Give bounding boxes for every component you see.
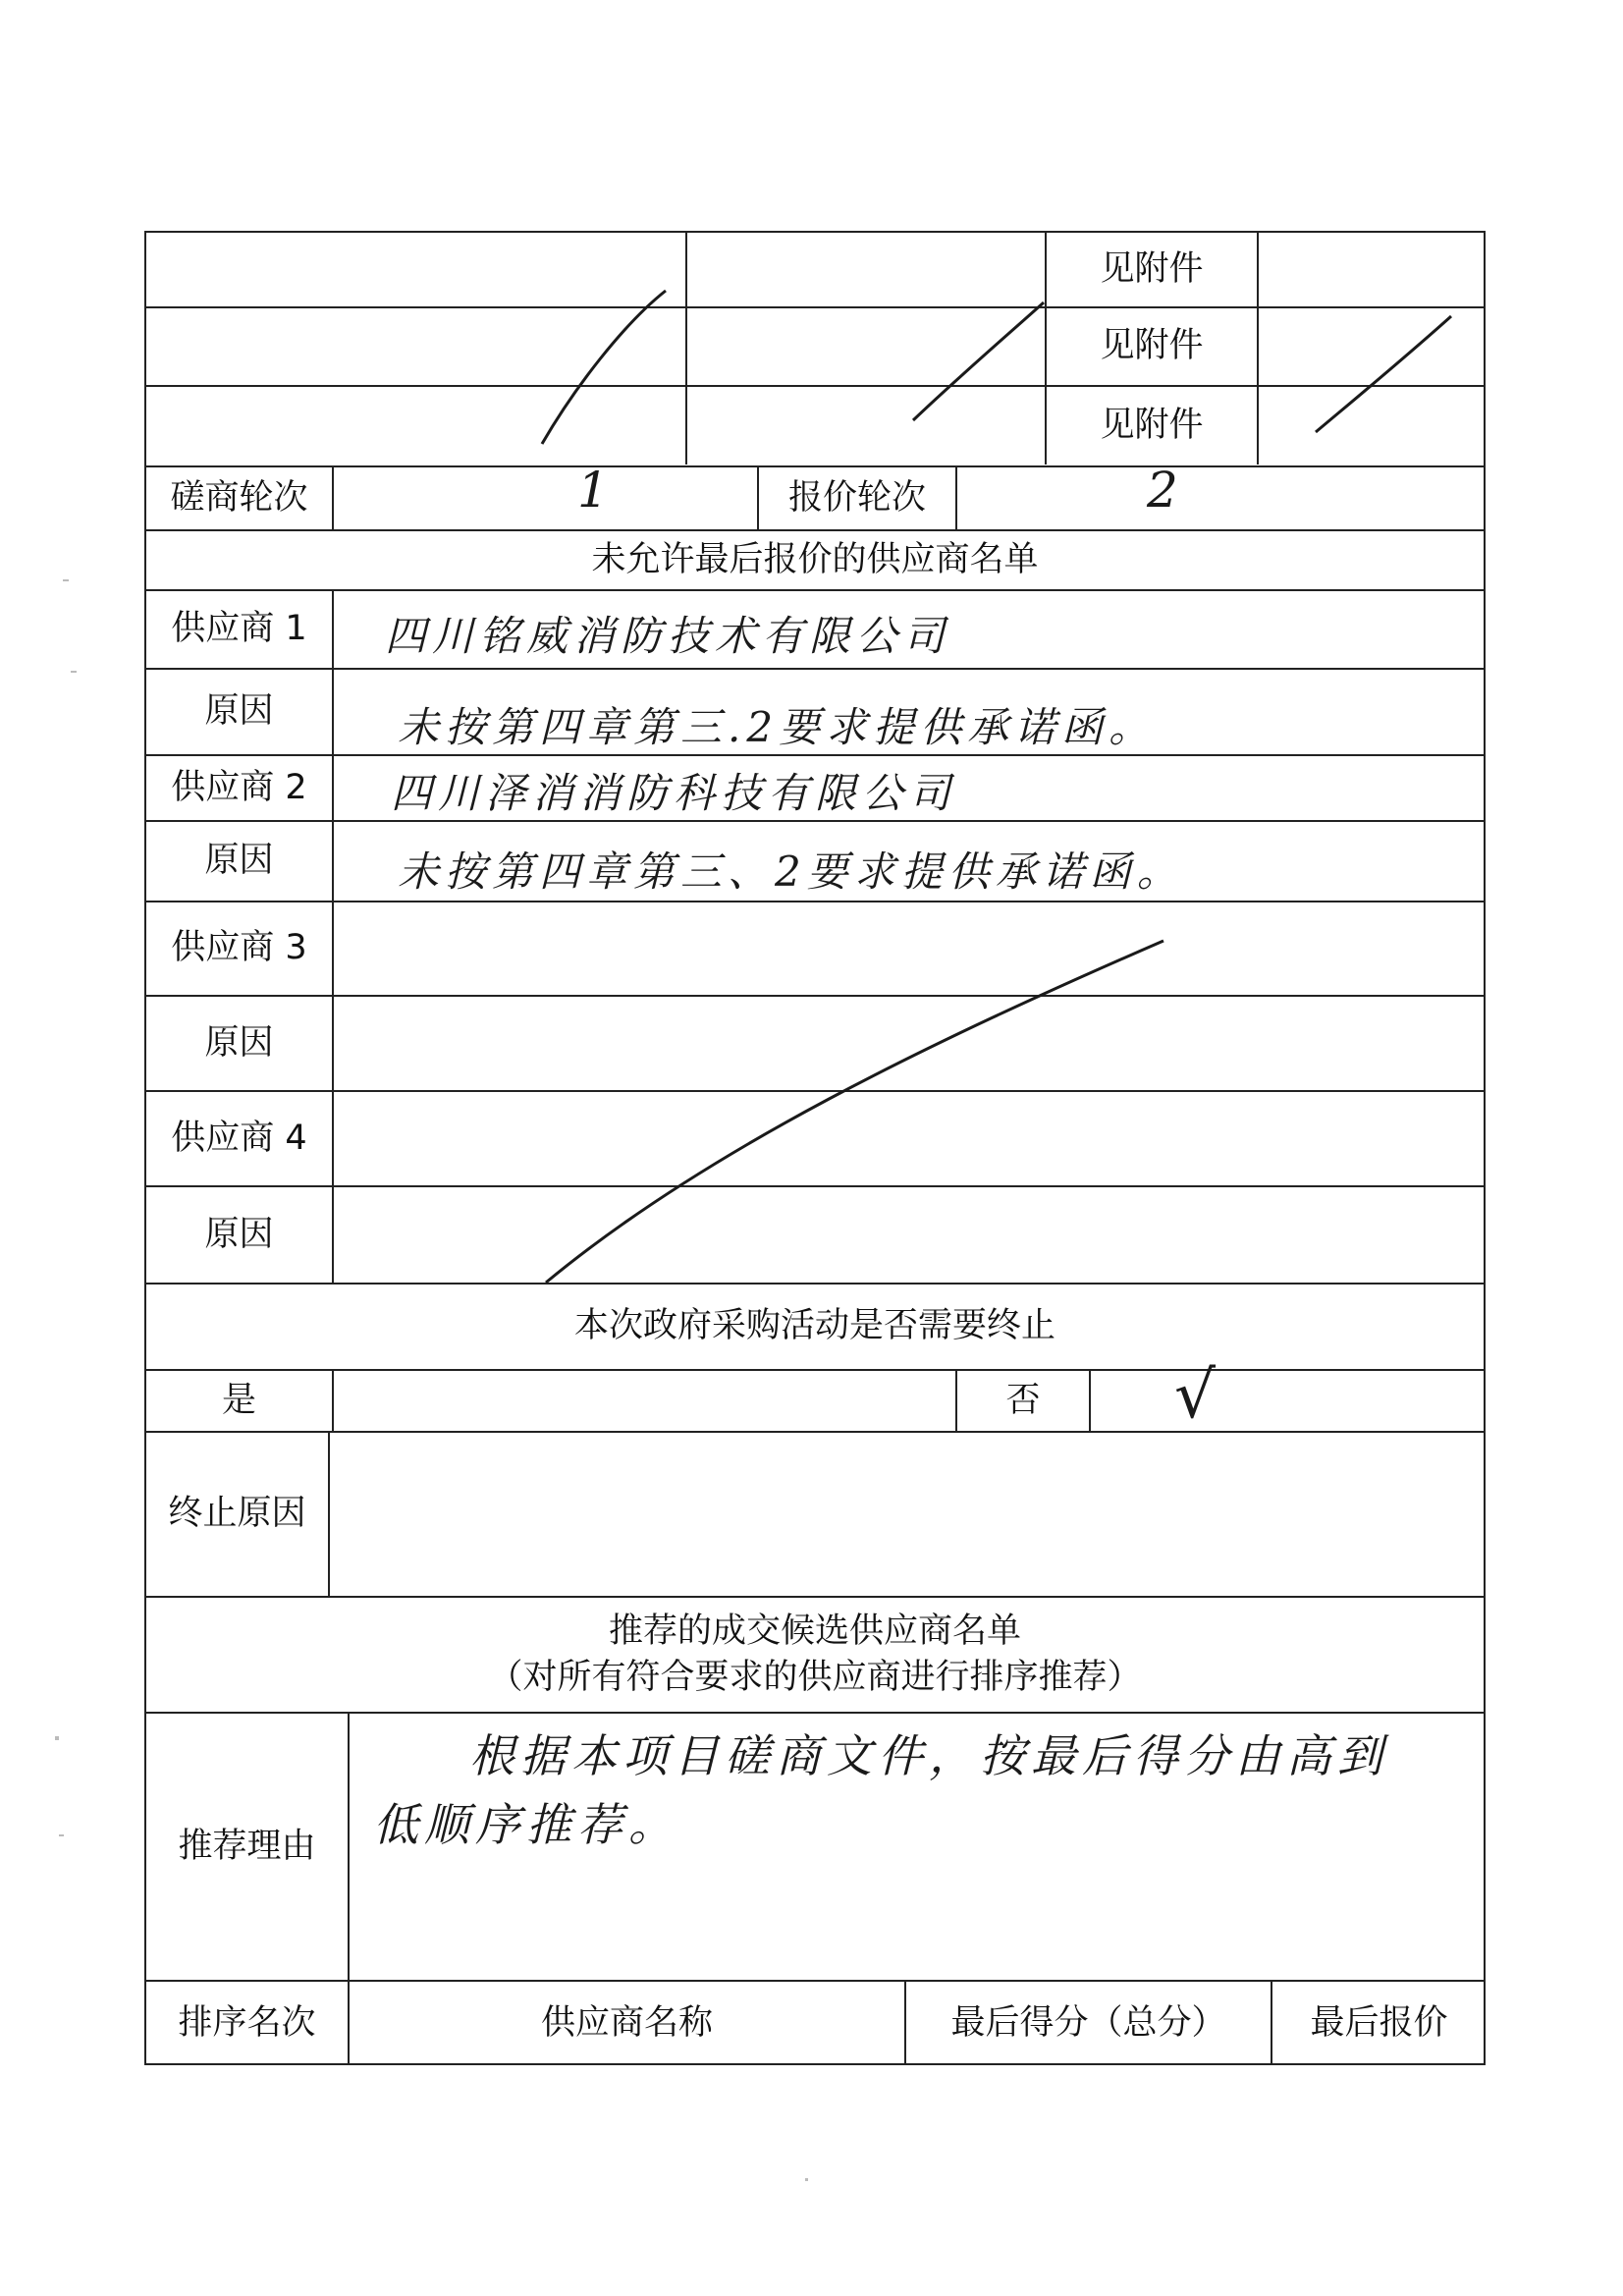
recommend-reason-line1: 根据本项目磋商文件，按最后得分由高到 <box>469 1729 1388 1782</box>
supplier-label: 供应商 4 <box>171 1118 307 1158</box>
scan-speck <box>59 1834 64 1836</box>
column-header-supplier-name: 供应商名称 <box>540 2002 713 2043</box>
recommend-header-line2: （对所有符合要求的供应商进行排序推荐） <box>488 1658 1142 1697</box>
reason-label: 原因 <box>204 1214 274 1254</box>
supplier-label: 供应商 1 <box>171 609 307 649</box>
supplier-label: 供应商 3 <box>171 928 307 968</box>
reason-label: 原因 <box>204 841 274 881</box>
termination-reason-label: 终止原因 <box>168 1494 306 1534</box>
supplier-label: 供应商 2 <box>171 767 307 807</box>
scan-speck <box>55 1736 59 1740</box>
negotiation-round-value: 1 <box>577 462 615 519</box>
reason-label: 原因 <box>204 1022 274 1063</box>
termination-yes-label: 是 <box>221 1380 256 1420</box>
scan-speck <box>805 2178 808 2181</box>
attachment-label: 见附件 <box>1100 406 1204 446</box>
quote-round-value: 2 <box>1147 462 1184 519</box>
no-checkmark: √ <box>1174 1357 1222 1433</box>
supplier-name: 四川铭威消防技术有限公司 <box>385 612 951 660</box>
recommend-reason-line2: 低顺序推荐。 <box>373 1798 679 1851</box>
column-header-final-score: 最后得分（总分） <box>950 2002 1226 2043</box>
attachment-label: 见附件 <box>1100 248 1204 289</box>
recommend-reason-label: 推荐理由 <box>178 1826 316 1866</box>
termination-header: 本次政府采购活动是否需要终止 <box>573 1306 1055 1346</box>
column-header-rank: 排序名次 <box>178 2002 316 2043</box>
termination-no-label: 否 <box>1005 1380 1041 1420</box>
strike-slash <box>913 302 1044 420</box>
column-header-final-quote: 最后报价 <box>1310 2002 1448 2043</box>
disallowed-header: 未允许最后报价的供应商名单 <box>591 539 1039 579</box>
scan-speck <box>63 579 69 581</box>
attachment-label: 见附件 <box>1100 326 1204 366</box>
strike-slash <box>1316 316 1451 432</box>
quote-round-label: 报价轮次 <box>787 477 926 518</box>
strike-slash <box>546 941 1163 1283</box>
reason-text: 未按第四章第三.2要求提供承诺函。 <box>398 703 1157 751</box>
negotiation-round-label: 磋商轮次 <box>170 477 308 518</box>
strike-slash <box>542 291 666 444</box>
recommend-header-line1: 推荐的成交候选供应商名单 <box>608 1611 1021 1651</box>
reason-label: 原因 <box>204 691 274 732</box>
scan-speck <box>71 671 77 673</box>
reason-text: 未按第四章第三、2要求提供承诺函。 <box>398 847 1184 896</box>
supplier-name: 四川泽消消防科技有限公司 <box>391 769 957 817</box>
